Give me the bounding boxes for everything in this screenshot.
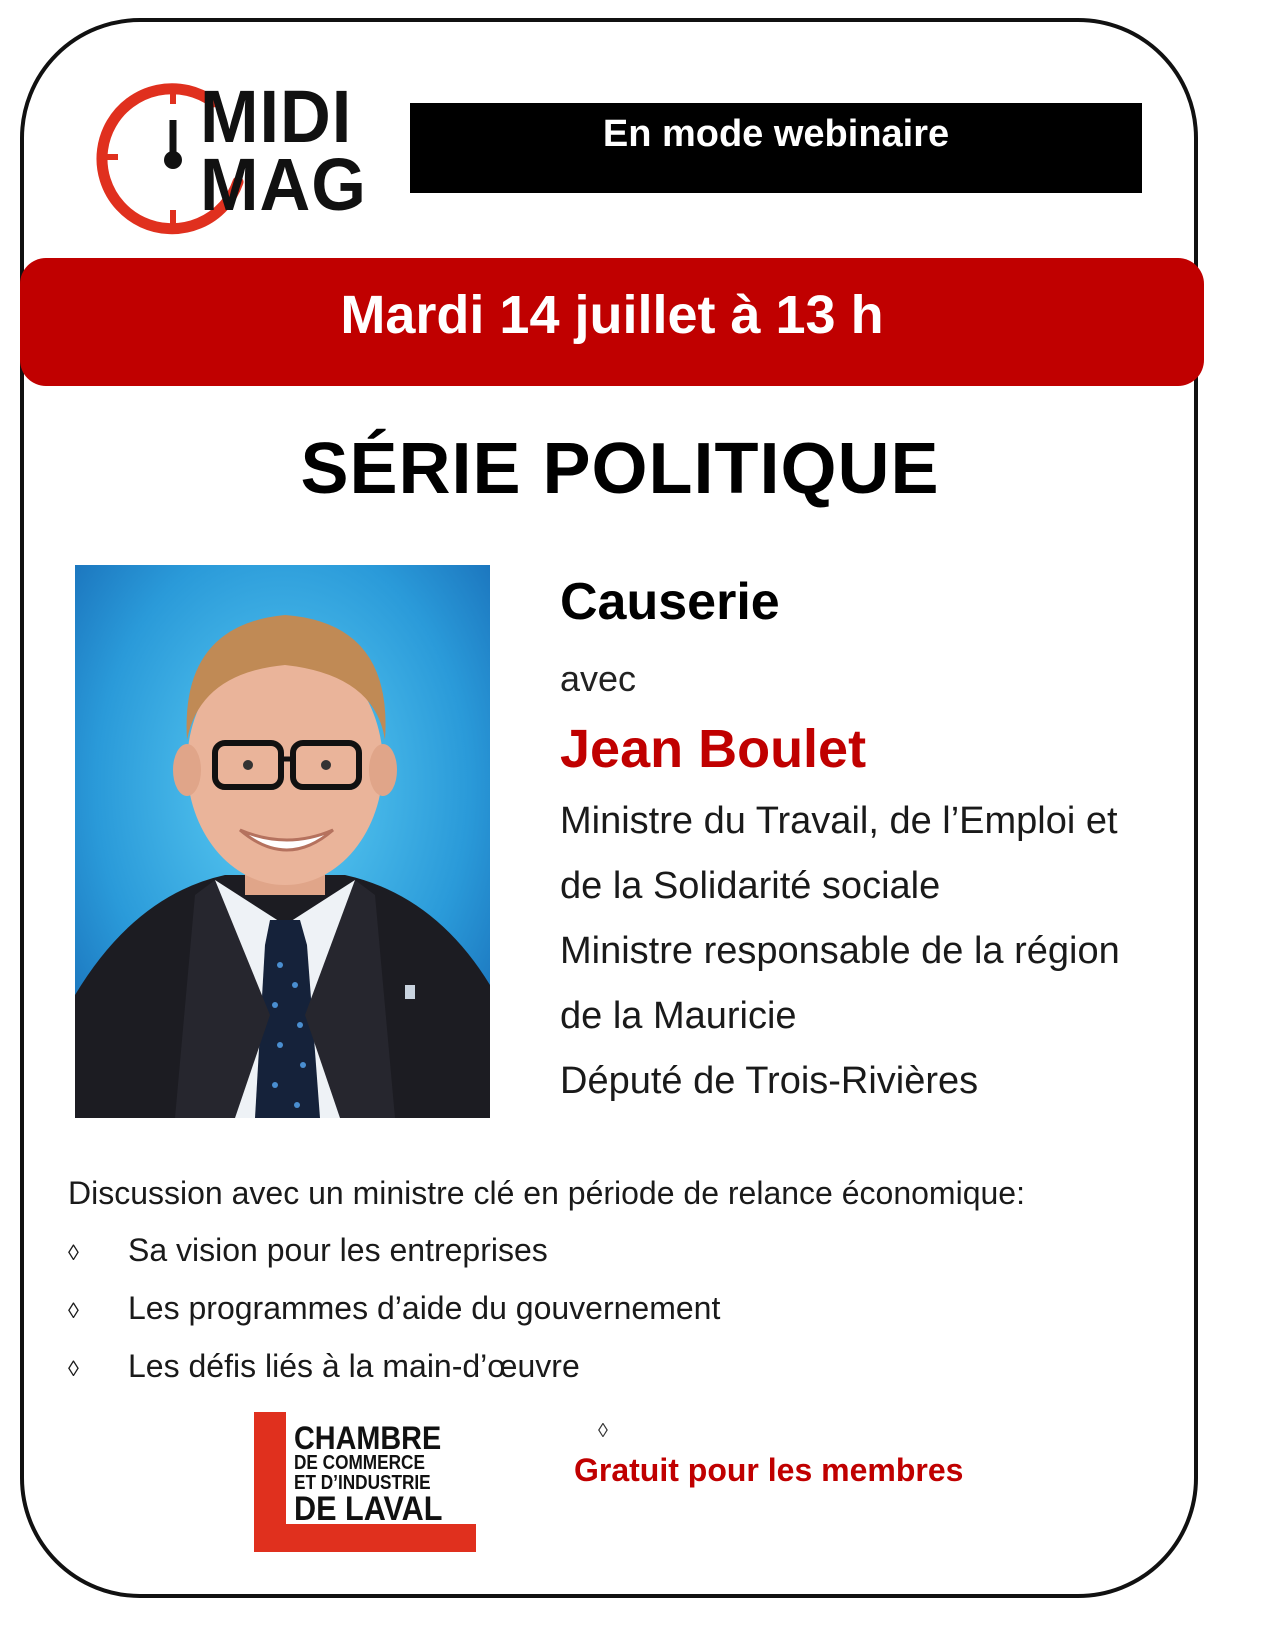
logo-word-midi: MIDI xyxy=(200,75,353,158)
speaker-role-line: de la Solidarité sociale xyxy=(560,865,941,907)
list-item xyxy=(68,1232,548,1269)
chamber-of-commerce-logo xyxy=(254,1412,476,1552)
date-banner xyxy=(20,258,1204,386)
diamond-bullet-icon: ◊ xyxy=(598,1420,608,1442)
event-type: Causerie xyxy=(560,573,780,631)
logo-word-mag: MAG xyxy=(200,143,367,226)
speaker-role-line: Ministre responsable de la région xyxy=(560,930,1120,972)
diamond-bullet-icon: ◊ xyxy=(68,1355,79,1381)
list-item xyxy=(68,1348,580,1385)
portrait-photo xyxy=(75,565,490,1118)
series-title: SÉRIE POLITIQUE xyxy=(300,429,940,509)
speaker-role-line: de la Mauricie xyxy=(560,995,797,1037)
speaker-role-line: Député de Trois-Rivières xyxy=(560,1060,979,1102)
webinar-label: En mode webinaire xyxy=(602,113,950,155)
list-item-text: Les programmes d’aide du gouvernement xyxy=(128,1290,721,1326)
free-for-members-label: Gratuit pour les membres xyxy=(574,1452,964,1488)
logo-text-line: CHAMBRE xyxy=(294,1420,442,1456)
speaker-role-line: Ministre du Travail, de l’Emploi et xyxy=(560,800,1118,842)
webinar-banner xyxy=(410,103,1142,193)
date-label: Mardi 14 juillet à 13 h xyxy=(340,285,884,345)
speaker-name: Jean Boulet xyxy=(560,719,867,779)
list-item xyxy=(68,1290,720,1327)
midi-mag-logo xyxy=(88,72,408,242)
logo-text-line: DE LAVAL xyxy=(294,1490,443,1528)
discussion-intro: Discussion avec un ministre clé en période de relance économique: xyxy=(68,1175,1025,1211)
list-item-text: Sa vision pour les entreprises xyxy=(128,1232,548,1268)
logo-text-line: ET D’INDUSTRIE xyxy=(294,1472,431,1494)
diamond-bullet-icon: ◊ xyxy=(68,1297,79,1323)
logo-text-line: DE COMMERCE xyxy=(294,1452,425,1474)
event-with: avec xyxy=(560,658,637,699)
list-item-text: Les défis liés à la main-d’œuvre xyxy=(128,1348,580,1384)
diamond-bullet-icon: ◊ xyxy=(68,1239,79,1265)
